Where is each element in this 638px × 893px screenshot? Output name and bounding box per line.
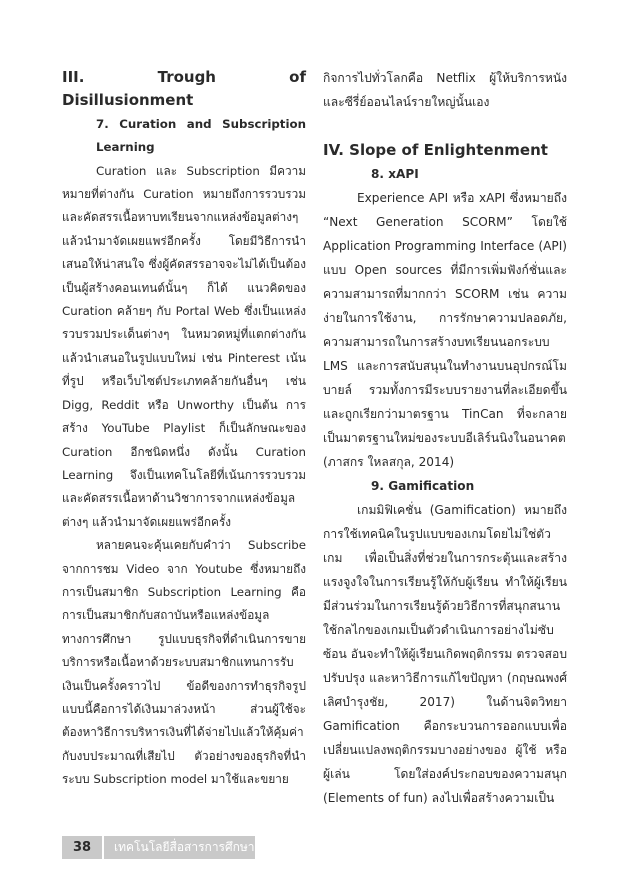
page-number: 38 xyxy=(62,836,104,859)
section-heading-slope: IV. Slope of Enlightenment xyxy=(323,141,548,159)
xapi-paragraph: Experience API หรือ xAPI ซึ่งหมายถึง “Next Generation SCORM” โดยใช้ Application Programming Interface (API) แบบ Open sources ที่มีการเพิ่มฟังก์ชั่นและความสามารถที่มากกว่า SCORM เช่น ความง่ายในการใช้งาน, การรักษาความปลอดภัย, ความสามารถในการสร้างบทเรียนนอกระบบ LMS และการสนับสนุนในทำงานบนอุปกรณ์โมบายล์ รวมทั้งการมีระบบรายงานที่ละเอียดขึ้น และถูกเรียกว่ามาตรฐาน TinCan ที่จะกลายเป็นมาตรฐานใหม่ของระบบอีเลิร์นนิงในอนาคต (ภาสกร ใหลสกุล, 2014) xyxy=(323,191,567,469)
netflix-continuation: กิจการไปทั่วโลกคือ Netflix ผู้ให้บริการหนังและซีรี่ย์ออนไลน์รายใหญ่นั้นเอง xyxy=(323,71,567,109)
curation-paragraph: Curation และ Subscription มีความหมายที่ต่างกัน Curation หมายถึงการรวบรวมและคัดสรรเนื้อหาบทเรียนจากแหล่งข้อมูลต่างๆ แล้วนำมาจัดเผยแพร่อีกครั้ง โดยมีวิธีการนำเสนอให้น่าสนใจ ซึ่งผู้คัดสรรอาจจะไม่ได้เป็นต้องเป็นผู้สร้างคอนเทนต์นั้นๆ ก็ได้ แนวคิดของ Curation คล้ายๆ กับ Portal Web ซึ่งเป็นแหล่งรวบรวมประเด็นต่างๆ ในหมวดหมู่ที่แตกต่างกัน แล้วนำเสนอในรูปแบบใหม่ เช่น Pinterest เน้นที่รูป หรือเว็บไซต์ประเภทคล้ายกันอื่นๆ เช่น Digg, Reddit หรือ Unworthy เป็นต้น การสร้าง YouTube Playlist ก็เป็นลักษณะของ Curation อีกชนิดหนึ่ง ดังนั้น Curation Learning จึงเป็นเทคโนโลยีที่เน้นการรวบรวมและคัดสรรเนื้อหาด้านวิชาการจากแหล่งข้อมูลต่างๆ แล้วนำมาจัดเผยแพร่อีกครั้ง xyxy=(62,163,306,529)
subsection-heading-xapi: 8. xAPI xyxy=(371,167,419,181)
section-spacer xyxy=(323,114,567,138)
section-heading-trough: III. Trough of Disillusionment xyxy=(62,68,306,110)
left-column xyxy=(62,66,306,792)
subsection-heading-curation: 7. Curation and Subscription Learning xyxy=(96,116,306,155)
page-footer xyxy=(62,836,255,859)
journal-title: เทคโนโลยีสื่อสารการศึกษา xyxy=(114,840,255,854)
gamification-paragraph: เกมมิฟิเคชั่น (Gamification) หมายถึง การใช้เทคนิคในรูปแบบของเกมโดยไม่ใช่ตัวเกม เพื่อเป็นสิ่งที่ช่วยในการกระตุ้นและสร้างแรงจูงใจในการเรียนรู้ให้กับผู้เรียน ทำให้ผู้เรียนมีส่วนร่วมในการเรียนรู้ด้วยวิธีการที่สนุกสนาน ใช้กลไกของเกมเป็นตัวดำเนินการอย่างไม่ซับซ้อน อันจะทำให้ผู้เรียนเกิดพฤติกรรม ตรวจสอบ ปรับปรุง และหาวิธีการแก้ไขปัญหา (กฤษณพงศ์ เลิศบำรุงชัย, 2017) ในด้านจิตวิทยา Gamification คือกระบวนการออกแบบเพื่อเปลี่ยนแปลงพฤติกรรมบางอย่างของ ผู้ใช้ หรือ ผู้เล่น โดยใส่องค์ประกอบของความสนุก (Elements of fun) ลงไปเพื่อสร้างความเป็น xyxy=(323,503,567,805)
subsection-heading-gamification: 9. Gamification xyxy=(371,479,475,493)
subscription-paragraph: หลายคนจะคุ้นเคยกับคำว่า Subscribe จากการชม Video จาก Youtube ซึ่งหมายถึงการเป็นสมาชิก Subscription Learning คือการเป็นสมาชิกกับสถาบันหรือแหล่งข้อมูลทางการศึกษา รูปแบบธุรกิจที่ดำเนินการขายบริการหรือเนื้อหาด้วยระบบสมาชิกแทนการรับเงินเป็นครั้งคราวไป ข้อดีของการทำธุรกิจรูปแบบนี้คือการได้เงินมาล่วงหน้า ส่วนผู้ใช้จะต้องหาวิธีการบริหารเงินที่ได้จ่ายไปแล้วให้คุ้มค่ากับงบประมาณที่เสียไป ตัวอย่างของธุรกิจที่นำระบบ Subscription model มาใช้และขยาย xyxy=(62,538,306,787)
right-column xyxy=(323,66,567,810)
